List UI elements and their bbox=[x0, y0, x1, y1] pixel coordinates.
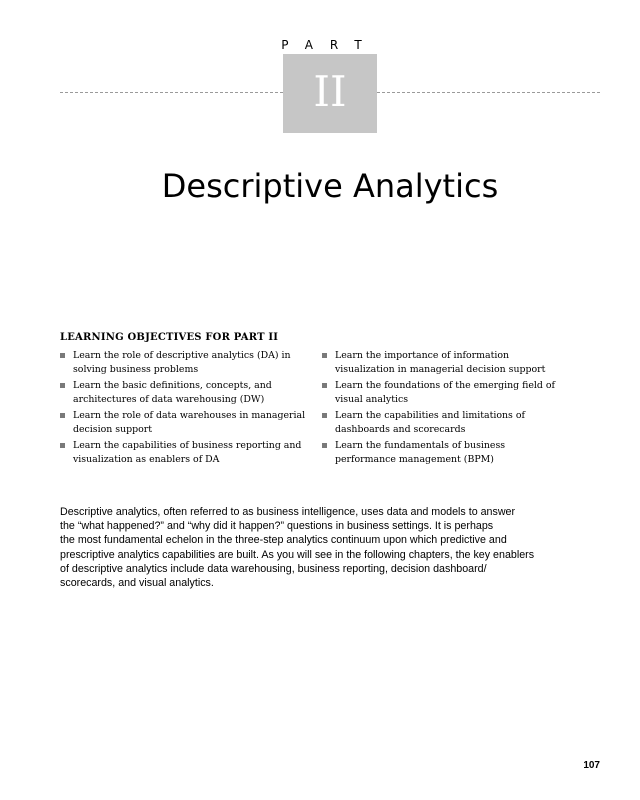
page-title: Descriptive Analytics bbox=[161, 167, 499, 205]
square-bullet-icon bbox=[60, 353, 65, 358]
header-rule-left bbox=[60, 92, 283, 93]
part-label: PART bbox=[281, 38, 379, 52]
page-number: 107 bbox=[583, 760, 600, 771]
objective-item bbox=[322, 409, 562, 436]
objective-item bbox=[322, 439, 562, 466]
objective-item bbox=[60, 349, 310, 376]
part-numeral: II bbox=[313, 66, 347, 116]
header-rule-right bbox=[377, 92, 600, 93]
objective-text: Learn the capabilities of business reporting and visualization as enablers of DA bbox=[73, 440, 302, 465]
objectives-list-right bbox=[322, 349, 562, 469]
objective-text: Learn the importance of information visualization in managerial decision support bbox=[335, 350, 546, 375]
square-bullet-icon bbox=[322, 413, 327, 418]
objective-item bbox=[60, 379, 310, 406]
square-bullet-icon bbox=[322, 443, 327, 448]
objective-text: Learn the fundamentals of business performance management (BPM) bbox=[335, 440, 506, 465]
part-numeral-box bbox=[283, 54, 377, 133]
objective-text: Learn the capabilities and limitations of dashboards and scorecards bbox=[335, 410, 525, 435]
square-bullet-icon bbox=[60, 443, 65, 448]
square-bullet-icon bbox=[60, 413, 65, 418]
objectives-heading: LEARNING OBJECTIVES FOR PART II bbox=[60, 332, 279, 343]
objective-text: Learn the role of data warehouses in managerial decision support bbox=[73, 410, 306, 435]
objectives-list-left bbox=[60, 349, 310, 469]
objective-item bbox=[60, 439, 310, 466]
objective-item bbox=[322, 379, 562, 406]
intro-paragraph: Descriptive analytics, often referred to as business intelligence, uses data and models to answer the “what happened?” and “why did it happen?” questions in business settings. It is perhaps the most fundamental echelon in the three-step analytics continuum upon which predictive and prescriptive analytics capabilities are built. As you will see in the following chapters, the key enablers of descriptive analytics include data warehousing, business reporting, decision dashboard/ scorecards, and visual analytics. bbox=[60, 506, 535, 590]
objective-item bbox=[322, 349, 562, 376]
objective-item bbox=[60, 409, 310, 436]
square-bullet-icon bbox=[60, 383, 65, 388]
square-bullet-icon bbox=[322, 383, 327, 388]
objective-text: Learn the foundations of the emerging field of visual analytics bbox=[335, 380, 556, 405]
objective-text: Learn the basic definitions, concepts, and architectures of data warehousing (DW) bbox=[73, 380, 272, 405]
square-bullet-icon bbox=[322, 353, 327, 358]
objective-text: Learn the role of descriptive analytics (DA) in solving business problems bbox=[73, 350, 291, 375]
